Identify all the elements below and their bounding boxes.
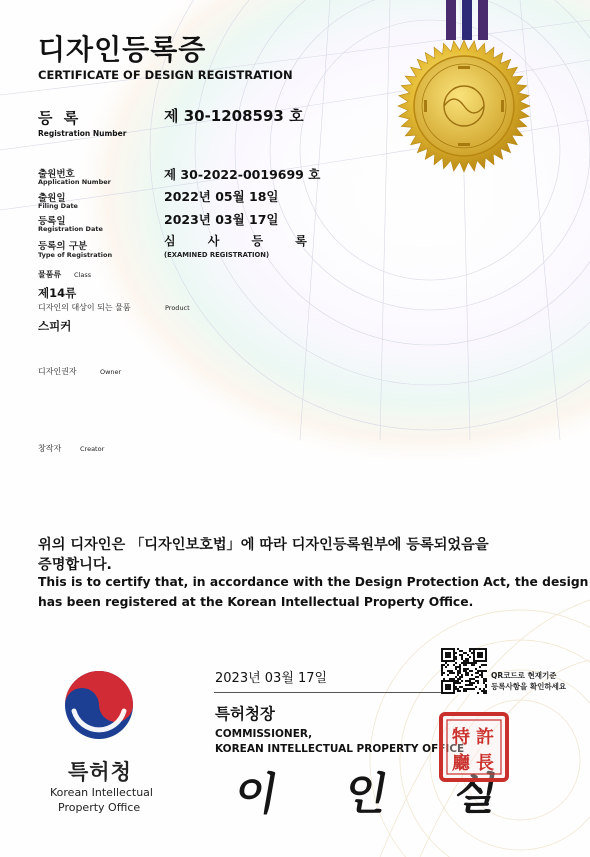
registration-label-ko: 등 록 <box>38 109 82 127</box>
official-seal-stamp <box>438 711 510 783</box>
creator-label-ko: 창작자 <box>38 444 62 453</box>
application-number-label-ko: 출원번호 <box>38 169 75 180</box>
commissioner-signature: 이 인 실 <box>230 769 528 820</box>
commissioner-line1: COMMISSIONER, <box>215 728 313 740</box>
office-title-ko: 특허청장 <box>215 705 275 723</box>
filing-date-value: 2022년 05월 18일 <box>164 189 279 204</box>
class-value: 제14류 <box>38 286 77 300</box>
type-value-en: (EXAMINED REGISTRATION) <box>164 251 270 259</box>
registration-number: 제 30-1208593 호 <box>164 107 304 125</box>
qr-note-line1: QR코드로 현재기준 <box>491 671 557 680</box>
commissioner-line2: KOREAN INTELLECTUAL PROPERTY OFFICE <box>215 743 465 755</box>
svg-text:長: 長 <box>476 753 494 774</box>
kipo-name-en-line1: Korean Intellectual <box>50 786 153 799</box>
filing-date-label-ko: 출원일 <box>38 193 66 204</box>
type-value: 심 사 등 록 <box>164 234 321 248</box>
type-label-ko: 등록의 구분 <box>38 241 88 252</box>
type-label-en: Type of Registration <box>38 251 113 259</box>
issuance-divider <box>214 692 476 693</box>
kipo-logo-icon <box>62 668 136 742</box>
gold-seal-icon <box>396 38 532 174</box>
class-label-en: Class <box>74 271 92 279</box>
ribbon-left <box>446 0 456 40</box>
ribbon-mid <box>462 0 472 40</box>
registration-date-label-en: Registration Date <box>38 225 103 233</box>
certification-en-line2: has been registered at the Korean Intellectual Property Office. <box>38 595 474 609</box>
filing-date-label-en: Filing Date <box>38 202 78 210</box>
application-number-label-en: Application Number <box>38 178 111 186</box>
kipo-name-ko: 특허청 <box>68 760 132 784</box>
svg-text:廳: 廳 <box>452 753 470 774</box>
owner-label-ko: 디자인권자 <box>38 367 77 376</box>
svg-text:特: 特 <box>452 727 470 748</box>
certificate-title-en: CERTIFICATE OF DESIGN REGISTRATION <box>38 68 293 82</box>
svg-text:許: 許 <box>476 727 494 748</box>
ribbon-right <box>478 0 488 40</box>
registration-label-en: Registration Number <box>38 129 127 138</box>
registration-date-label-ko: 등록일 <box>38 216 66 227</box>
certification-ko-line1: 위의 디자인은 「디자인보호법」에 따라 디자인등록원부에 등록되었음을 <box>38 537 489 553</box>
registration-date-value: 2023년 03월 17일 <box>164 212 279 227</box>
certificate-title-ko: 디자인등록증 <box>38 33 207 66</box>
product-label-ko: 디자인의 대상이 되는 물품 <box>38 303 131 312</box>
owner-label-en: Owner <box>100 368 122 376</box>
qr-note-line2: 등록사항을 확인하세요 <box>491 682 567 691</box>
qr-code-icon[interactable] <box>441 648 487 694</box>
class-label-ko: 물품류 <box>38 270 62 279</box>
certification-en-line1: This is to certify that, in accordance with the Design Protection Act, the design <box>38 575 589 589</box>
product-value: 스피커 <box>38 319 72 333</box>
application-number-value: 제 30-2022-0019699 호 <box>164 167 321 182</box>
issuance-date: 2023년 03월 17일 <box>215 671 328 686</box>
creator-label-en: Creator <box>80 445 105 453</box>
certification-ko-line2: 증명합니다. <box>38 557 112 573</box>
product-label-en: Product <box>165 304 190 312</box>
kipo-name-en-line2: Property Office <box>58 801 141 814</box>
